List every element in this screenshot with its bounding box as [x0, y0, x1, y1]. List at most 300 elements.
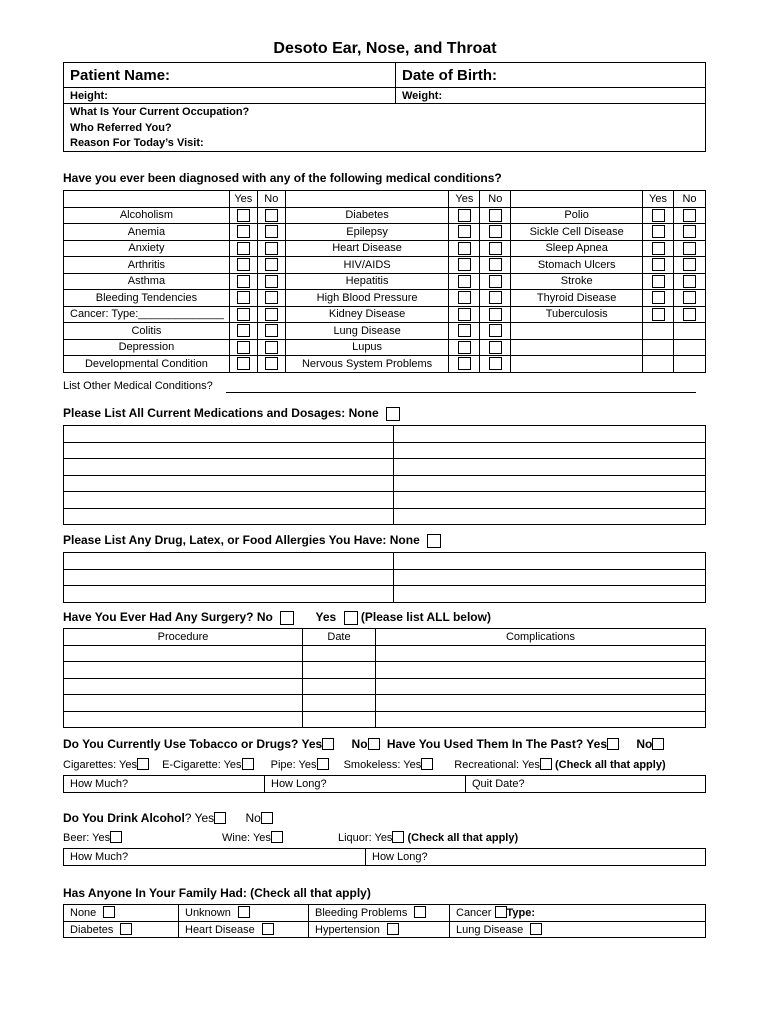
- condition-yes-cell: [449, 290, 480, 307]
- surgery-cell[interactable]: [303, 645, 376, 662]
- medication-cell[interactable]: [394, 442, 706, 459]
- condition-yes-cell: [449, 339, 480, 356]
- medication-row: [64, 475, 706, 492]
- medication-row: [64, 492, 706, 509]
- condition-no-cell: [257, 339, 285, 356]
- tobacco-quit-date[interactable]: Quit Date?: [466, 776, 706, 793]
- family-diabetes-label: Diabetes: [70, 923, 114, 936]
- condition-yes-checkbox[interactable]: [458, 291, 471, 304]
- tobacco-row: [63, 737, 664, 751]
- allergy-cell[interactable]: [394, 553, 706, 570]
- condition-yes-checkbox[interactable]: [458, 341, 471, 354]
- condition-no-cell: [257, 306, 285, 323]
- conditions-header-blank: [285, 191, 449, 208]
- family-lung-label: Lung Disease: [456, 923, 524, 936]
- condition-label: Heart Disease: [285, 240, 449, 257]
- other-conditions-text: List Other Medical Conditions?: [63, 380, 213, 392]
- medications-none-checkbox[interactable]: [386, 407, 400, 421]
- condition-yes-checkbox[interactable]: [237, 258, 250, 271]
- family-heart-checkbox[interactable]: [262, 923, 274, 935]
- condition-no-cell: [674, 356, 706, 373]
- condition-label: Anxiety: [64, 240, 230, 257]
- liquor-wrap: [338, 831, 518, 844]
- tobacco-amount-table: [63, 775, 706, 793]
- condition-no-checkbox[interactable]: [489, 324, 502, 337]
- wine-label: Wine: Yes: [222, 832, 271, 844]
- reason-field[interactable]: Reason For Today’s Visit:: [64, 136, 706, 152]
- condition-label: Nervous System Problems: [285, 356, 449, 373]
- allergy-row: [64, 569, 706, 586]
- condition-row: [64, 257, 706, 274]
- condition-no-checkbox[interactable]: [265, 357, 278, 370]
- condition-yes-cell: [449, 273, 480, 290]
- medication-row: [64, 459, 706, 476]
- condition-yes-checkbox[interactable]: [237, 242, 250, 255]
- family-lung-checkbox[interactable]: [530, 923, 542, 935]
- family-cancer-label: Cancer: [456, 907, 492, 920]
- condition-yes-cell: [229, 339, 257, 356]
- liquor-label: Liquor: Yes: [338, 832, 393, 844]
- conditions-yes-header: Yes: [643, 191, 674, 208]
- surgery-row: [64, 678, 706, 695]
- past-no-label: No: [636, 737, 653, 751]
- condition-no-checkbox[interactable]: [265, 308, 278, 321]
- date-header: Date: [303, 629, 376, 646]
- tobacco-check-all: (Check all that apply): [554, 759, 666, 771]
- tobacco-no-checkbox[interactable]: [368, 738, 380, 750]
- condition-no-cell: [480, 323, 511, 340]
- allergies-heading-wrap: [63, 533, 441, 548]
- condition-no-checkbox[interactable]: [489, 341, 502, 354]
- medication-cell[interactable]: [64, 459, 394, 476]
- alcohol-check-all: (Check all that apply): [407, 832, 519, 844]
- condition-yes-checkbox[interactable]: [458, 209, 471, 222]
- tobacco-no-label: No: [351, 737, 368, 751]
- conditions-table: [63, 190, 706, 373]
- condition-yes-cell: [229, 290, 257, 307]
- pipe-label: Pipe: Yes: [270, 759, 317, 771]
- condition-no-checkbox[interactable]: [489, 258, 502, 271]
- alcohol-types-row: [63, 831, 122, 844]
- medication-row: [64, 426, 706, 443]
- condition-label: HIV/AIDS: [285, 257, 449, 274]
- family-diabetes-cell: [64, 921, 179, 938]
- condition-no-checkbox[interactable]: [265, 242, 278, 255]
- condition-yes-checkbox[interactable]: [458, 275, 471, 288]
- condition-no-checkbox[interactable]: [683, 308, 696, 321]
- condition-no-checkbox[interactable]: [265, 275, 278, 288]
- condition-no-cell: [257, 224, 285, 241]
- other-conditions-label: [63, 380, 213, 392]
- medication-row: [64, 508, 706, 525]
- surgery-cell[interactable]: [64, 645, 303, 662]
- condition-yes-checkbox[interactable]: [237, 275, 250, 288]
- medication-cell[interactable]: [64, 426, 394, 443]
- condition-row: [64, 224, 706, 241]
- condition-no-cell: [674, 273, 706, 290]
- family-cancer-cell: [450, 905, 706, 922]
- medications-heading-wrap: [63, 406, 400, 421]
- surgery-cell[interactable]: [376, 711, 706, 728]
- condition-yes-cell: [643, 339, 674, 356]
- condition-no-checkbox[interactable]: [683, 242, 696, 255]
- other-conditions-line[interactable]: [226, 381, 696, 393]
- cigarettes-checkbox[interactable]: [137, 758, 149, 770]
- condition-label: Thyroid Disease: [511, 290, 643, 307]
- condition-yes-cell: [449, 306, 480, 323]
- surgery-heading-wrap: [63, 610, 491, 625]
- condition-label: Anemia: [64, 224, 230, 241]
- surgery-yes-checkbox[interactable]: [344, 611, 358, 625]
- family-unknown-label: Unknown: [185, 907, 231, 920]
- past-yes-checkbox[interactable]: [607, 738, 619, 750]
- family-hypertension-checkbox[interactable]: [387, 923, 399, 935]
- family-heart-cell: [179, 921, 309, 938]
- surgery-cell[interactable]: [376, 662, 706, 679]
- condition-yes-cell: [643, 224, 674, 241]
- condition-yes-cell: [229, 257, 257, 274]
- condition-no-checkbox[interactable]: [489, 225, 502, 238]
- alcohol-how-much[interactable]: How Much?: [64, 849, 366, 866]
- surgery-cell[interactable]: [64, 662, 303, 679]
- condition-label: [511, 356, 643, 373]
- condition-no-cell: [480, 356, 511, 373]
- condition-no-checkbox[interactable]: [265, 258, 278, 271]
- alcohol-yes-checkbox[interactable]: [214, 812, 226, 824]
- medication-cell[interactable]: [394, 475, 706, 492]
- allergy-cell[interactable]: [394, 569, 706, 586]
- condition-no-cell: [674, 306, 706, 323]
- medication-cell[interactable]: [64, 442, 394, 459]
- condition-yes-cell: [449, 257, 480, 274]
- condition-label: Arthritis: [64, 257, 230, 274]
- smokeless-checkbox[interactable]: [421, 758, 433, 770]
- patient-info-table: [63, 62, 706, 152]
- surgery-cell[interactable]: [303, 711, 376, 728]
- tobacco-how-long[interactable]: How Long?: [265, 776, 466, 793]
- condition-label: Hepatitis: [285, 273, 449, 290]
- condition-yes-checkbox[interactable]: [652, 225, 665, 238]
- family-heading: Has Anyone In Your Family Had: (Check all that apply): [63, 886, 371, 900]
- smokeless-label: Smokeless: Yes: [343, 759, 422, 771]
- medication-cell[interactable]: [64, 475, 394, 492]
- conditions-yes-header: Yes: [229, 191, 257, 208]
- condition-no-cell: [674, 224, 706, 241]
- condition-yes-checkbox[interactable]: [458, 225, 471, 238]
- medication-cell[interactable]: [64, 492, 394, 509]
- surgery-no-checkbox[interactable]: [280, 611, 294, 625]
- family-bleeding-label: Bleeding Problems: [315, 907, 408, 920]
- condition-yes-checkbox[interactable]: [652, 308, 665, 321]
- condition-no-cell: [480, 339, 511, 356]
- family-cancer-type: Type:: [506, 907, 536, 920]
- wine-checkbox[interactable]: [271, 831, 283, 843]
- condition-no-cell: [257, 207, 285, 224]
- condition-yes-cell: [229, 207, 257, 224]
- surgery-cell[interactable]: [376, 645, 706, 662]
- condition-no-cell: [480, 257, 511, 274]
- condition-label: Polio: [511, 207, 643, 224]
- condition-no-checkbox[interactable]: [265, 341, 278, 354]
- condition-label: [511, 339, 643, 356]
- family-lung-cell: [450, 921, 706, 938]
- condition-row: [64, 273, 706, 290]
- condition-yes-cell: [643, 207, 674, 224]
- condition-yes-cell: [643, 306, 674, 323]
- condition-yes-cell: [449, 323, 480, 340]
- condition-no-cell: [674, 339, 706, 356]
- conditions-no-header: No: [480, 191, 511, 208]
- condition-yes-checkbox[interactable]: [458, 258, 471, 271]
- condition-label: Developmental Condition: [64, 356, 230, 373]
- surgery-note: (Please list ALL below): [360, 610, 491, 624]
- condition-label: Sickle Cell Disease: [511, 224, 643, 241]
- condition-no-checkbox[interactable]: [265, 209, 278, 222]
- medications-table: [63, 425, 706, 525]
- condition-yes-checkbox[interactable]: [458, 242, 471, 255]
- condition-yes-cell: [449, 356, 480, 373]
- condition-label: Cancer: Type:______________: [64, 306, 230, 323]
- condition-yes-checkbox[interactable]: [237, 209, 250, 222]
- condition-yes-cell: [449, 224, 480, 241]
- condition-yes-cell: [643, 240, 674, 257]
- family-hypertension-label: Hypertension: [315, 923, 380, 936]
- condition-yes-cell: [229, 306, 257, 323]
- condition-label: Kidney Disease: [285, 306, 449, 323]
- occupation-field[interactable]: What Is Your Current Occupation?: [64, 104, 706, 120]
- tobacco-yes-label: Yes: [301, 737, 323, 751]
- condition-no-cell: [674, 290, 706, 307]
- condition-no-checkbox[interactable]: [683, 275, 696, 288]
- patient-name-field[interactable]: Patient Name:: [64, 63, 396, 88]
- recreational-checkbox[interactable]: [540, 758, 552, 770]
- condition-row: [64, 207, 706, 224]
- condition-yes-checkbox[interactable]: [652, 275, 665, 288]
- surgery-cell[interactable]: [64, 678, 303, 695]
- condition-row: [64, 323, 706, 340]
- weight-field[interactable]: Weight:: [396, 88, 706, 104]
- condition-no-cell: [257, 323, 285, 340]
- ecig-checkbox[interactable]: [242, 758, 254, 770]
- condition-yes-checkbox[interactable]: [237, 225, 250, 238]
- allergies-table: [63, 552, 706, 603]
- beer-checkbox[interactable]: [110, 831, 122, 843]
- dob-field[interactable]: Date of Birth:: [396, 63, 706, 88]
- condition-label: Depression: [64, 339, 230, 356]
- condition-yes-cell: [449, 240, 480, 257]
- condition-yes-checkbox[interactable]: [237, 341, 250, 354]
- condition-yes-cell: [229, 224, 257, 241]
- condition-no-checkbox[interactable]: [683, 291, 696, 304]
- condition-label: Epilepsy: [285, 224, 449, 241]
- referred-field[interactable]: Who Referred You?: [64, 120, 706, 136]
- tobacco-how-much[interactable]: How Much?: [64, 776, 265, 793]
- height-field[interactable]: Height:: [64, 88, 396, 104]
- complications-header: Complications: [376, 629, 706, 646]
- medications-heading: Please List All Current Medications and Dosages: None: [63, 406, 379, 420]
- condition-no-checkbox[interactable]: [489, 275, 502, 288]
- condition-yes-cell: [643, 323, 674, 340]
- family-none-cell: [64, 905, 179, 922]
- condition-yes-cell: [229, 356, 257, 373]
- alcohol-how-long[interactable]: How Long?: [366, 849, 706, 866]
- surgery-row: [64, 711, 706, 728]
- surgery-cell[interactable]: [303, 662, 376, 679]
- family-diabetes-checkbox[interactable]: [120, 923, 132, 935]
- condition-label: Asthma: [64, 273, 230, 290]
- conditions-header-row: [64, 191, 706, 208]
- conditions-question: Have you ever been diagnosed with any of the following medical conditions?: [63, 171, 502, 185]
- condition-no-checkbox[interactable]: [489, 308, 502, 321]
- condition-no-checkbox[interactable]: [489, 242, 502, 255]
- condition-yes-checkbox[interactable]: [458, 308, 471, 321]
- condition-yes-checkbox[interactable]: [652, 291, 665, 304]
- condition-label: Stroke: [511, 273, 643, 290]
- condition-no-checkbox[interactable]: [265, 291, 278, 304]
- condition-no-cell: [257, 240, 285, 257]
- surgery-row: [64, 695, 706, 712]
- medication-cell[interactable]: [394, 508, 706, 525]
- medication-cell[interactable]: [394, 426, 706, 443]
- family-table: [63, 904, 706, 938]
- condition-row: [64, 339, 706, 356]
- past-question: Have You Used Them In The Past?: [386, 737, 584, 751]
- medication-cell[interactable]: [394, 459, 706, 476]
- condition-no-checkbox[interactable]: [265, 324, 278, 337]
- condition-label: Colitis: [64, 323, 230, 340]
- allergies-heading: Please List Any Drug, Latex, or Food Allergies You Have: None: [63, 533, 420, 547]
- condition-yes-cell: [449, 207, 480, 224]
- condition-label: High Blood Pressure: [285, 290, 449, 307]
- condition-no-checkbox[interactable]: [683, 258, 696, 271]
- condition-yes-checkbox[interactable]: [237, 357, 250, 370]
- condition-yes-cell: [643, 356, 674, 373]
- condition-no-checkbox[interactable]: [489, 357, 502, 370]
- allergy-cell[interactable]: [64, 586, 394, 603]
- condition-label: Alcoholism: [64, 207, 230, 224]
- surgery-heading: Have You Ever Had Any Surgery? No: [63, 610, 273, 624]
- condition-label: Diabetes: [285, 207, 449, 224]
- conditions-header-blank: [511, 191, 643, 208]
- family-bleeding-cell: [309, 905, 450, 922]
- allergy-row: [64, 586, 706, 603]
- condition-no-cell: [257, 257, 285, 274]
- condition-no-cell: [257, 273, 285, 290]
- surgery-table: [63, 628, 706, 728]
- family-heart-label: Heart Disease: [185, 923, 255, 936]
- condition-no-checkbox[interactable]: [683, 209, 696, 222]
- condition-no-cell: [480, 240, 511, 257]
- condition-row: [64, 290, 706, 307]
- surgery-cell[interactable]: [376, 678, 706, 695]
- recreational-label: Recreational: Yes: [454, 759, 540, 771]
- condition-yes-checkbox[interactable]: [458, 357, 471, 370]
- condition-label: Stomach Ulcers: [511, 257, 643, 274]
- condition-yes-checkbox[interactable]: [652, 258, 665, 271]
- condition-label: Lupus: [285, 339, 449, 356]
- alcohol-no-checkbox[interactable]: [261, 812, 273, 824]
- family-bleeding-checkbox[interactable]: [414, 906, 426, 918]
- allergy-cell[interactable]: [394, 586, 706, 603]
- condition-label: [511, 323, 643, 340]
- surgery-cell[interactable]: [303, 695, 376, 712]
- surgery-cell[interactable]: [303, 678, 376, 695]
- allergy-row: [64, 553, 706, 570]
- allergy-cell[interactable]: [64, 569, 394, 586]
- condition-label: Sleep Apnea: [511, 240, 643, 257]
- tobacco-yes-checkbox[interactable]: [322, 738, 334, 750]
- beer-label: Beer: Yes: [63, 832, 111, 844]
- condition-yes-checkbox[interactable]: [652, 242, 665, 255]
- condition-no-cell: [480, 273, 511, 290]
- condition-no-checkbox[interactable]: [489, 209, 502, 222]
- condition-no-checkbox[interactable]: [265, 225, 278, 238]
- medication-cell[interactable]: [394, 492, 706, 509]
- tobacco-types-row: [63, 758, 666, 771]
- condition-yes-checkbox[interactable]: [237, 308, 250, 321]
- procedure-header: Procedure: [64, 629, 303, 646]
- condition-no-cell: [674, 257, 706, 274]
- condition-yes-checkbox[interactable]: [458, 324, 471, 337]
- condition-yes-cell: [229, 240, 257, 257]
- condition-label: Tuberculosis: [511, 306, 643, 323]
- condition-no-cell: [674, 207, 706, 224]
- surgery-yes-label: Yes: [315, 610, 337, 624]
- medication-row: [64, 442, 706, 459]
- condition-row: [64, 240, 706, 257]
- past-no-checkbox[interactable]: [652, 738, 664, 750]
- condition-label: Lung Disease: [285, 323, 449, 340]
- pipe-checkbox[interactable]: [317, 758, 329, 770]
- alcohol-row: [63, 811, 273, 825]
- conditions-header-blank: [64, 191, 230, 208]
- condition-no-cell: [674, 323, 706, 340]
- condition-label: Bleeding Tendencies: [64, 290, 230, 307]
- condition-row: [64, 356, 706, 373]
- wine-wrap: [222, 831, 283, 844]
- alcohol-yes-label: ? Yes: [184, 811, 215, 825]
- family-hypertension-cell: [309, 921, 450, 938]
- surgery-cell[interactable]: [376, 695, 706, 712]
- condition-no-checkbox[interactable]: [489, 291, 502, 304]
- family-unknown-cell: [179, 905, 309, 922]
- condition-no-cell: [257, 290, 285, 307]
- conditions-no-header: No: [257, 191, 285, 208]
- surgery-cell[interactable]: [64, 711, 303, 728]
- condition-yes-checkbox[interactable]: [652, 209, 665, 222]
- condition-row: [64, 306, 706, 323]
- liquor-checkbox[interactable]: [392, 831, 404, 843]
- alcohol-no-label: No: [245, 811, 261, 825]
- condition-no-cell: [480, 207, 511, 224]
- family-none-label: None: [70, 907, 97, 920]
- surgery-cell[interactable]: [64, 695, 303, 712]
- medication-cell[interactable]: [64, 508, 394, 525]
- family-none-checkbox[interactable]: [103, 906, 115, 918]
- condition-no-checkbox[interactable]: [683, 225, 696, 238]
- family-cancer-checkbox[interactable]: [495, 906, 507, 918]
- allergy-cell[interactable]: [64, 553, 394, 570]
- conditions-no-header: No: [674, 191, 706, 208]
- family-unknown-checkbox[interactable]: [238, 906, 250, 918]
- condition-yes-checkbox[interactable]: [237, 291, 250, 304]
- condition-yes-checkbox[interactable]: [237, 324, 250, 337]
- cigarettes-label: Cigarettes: Yes: [63, 759, 137, 771]
- allergies-none-checkbox[interactable]: [427, 534, 441, 548]
- condition-no-cell: [480, 306, 511, 323]
- tobacco-question: Do You Currently Use Tobacco or Drugs?: [63, 737, 299, 751]
- ecig-label: E-Cigarette: Yes: [162, 759, 242, 771]
